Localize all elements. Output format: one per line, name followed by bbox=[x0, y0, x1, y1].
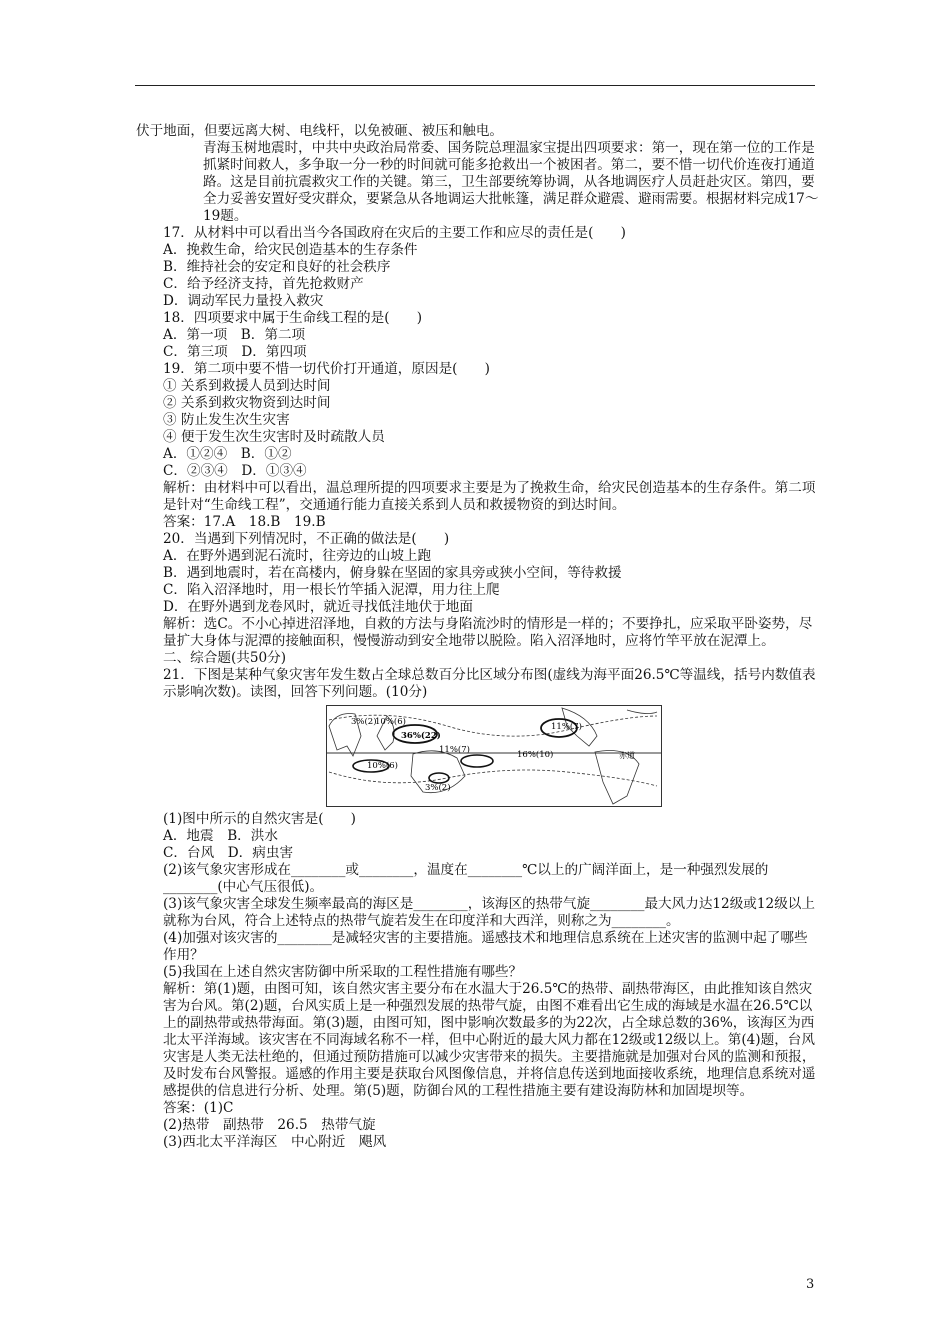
text-line: (2)该气象灾害形成在________或________，温度在________℃以上的广阔洋面上，是一种强烈发展的________(中心气压很低)。 bbox=[163, 862, 769, 895]
equator-label: 赤道 bbox=[619, 751, 635, 760]
map-label-11pct-a: 11%(7) bbox=[551, 722, 582, 732]
text-line: D．在野外遇到龙卷风时，就近寻找低洼地伏于地面 bbox=[163, 599, 473, 615]
map-label-10pct-a: 10%(6) bbox=[375, 717, 406, 727]
text-line: A．地震 B．洪水 bbox=[163, 828, 278, 844]
text-line: (3)该气象灾害全球发生频率最高的海区是________，该海区的热带气旋________最大风力达12级或12级以上就称为台风，符合上述特点的热带气旋若发生在印度洋和大西洋，则称之为________。 bbox=[163, 896, 815, 929]
typhoon-distribution-map bbox=[326, 705, 662, 807]
text-line: A．①②④ B．①② bbox=[163, 446, 292, 462]
map-label-11pct-b: 11%(7) bbox=[439, 745, 470, 755]
map-label-36pct: 36%(22) bbox=[401, 731, 441, 741]
document-body bbox=[136, 123, 820, 1151]
header-rule bbox=[135, 85, 815, 86]
text-line: (5)我国在上述自然灾害防御中所采取的工程性措施有哪些？ bbox=[163, 964, 523, 980]
text-line: (3)西北太平洋海区 中心附近 飓风 bbox=[163, 1134, 387, 1150]
text-block-upper bbox=[136, 123, 820, 701]
text-line: (4)加强对该灾害的________是减轻灾害的主要措施。遥感技术和地理信息系统在上述灾害的监测中起了哪些作用？ bbox=[163, 930, 808, 963]
text-line: C．第三项 D．第四项 bbox=[163, 344, 307, 360]
map-figure bbox=[327, 706, 661, 806]
text-line: ④ 便于发生次生灾害时及时疏散人员 bbox=[163, 429, 385, 445]
text-line: 20．当遇到下列情况时，不正确的做法是( ) bbox=[163, 531, 450, 547]
map-label-3pct-a: 3%(2) bbox=[351, 717, 377, 727]
text-line: C．②③④ D．①③④ bbox=[163, 463, 307, 479]
map-label-10pct-b: 10%(6) bbox=[367, 761, 398, 771]
text-line: B．维持社会的安定和良好的社会秩序 bbox=[163, 259, 391, 275]
text-line: 17．从材料中可以看出当今各国政府在灾后的主要工作和应尽的责任是( ) bbox=[163, 225, 626, 241]
text-line: (2)热带 副热带 26.5 热带气旋 bbox=[163, 1117, 376, 1133]
text-line: A．挽救生命，给灾民创造基本的生存条件 bbox=[163, 242, 418, 258]
text-line: 21．下图是某种气象灾害年发生数占全球总数百分比区域分布图(虚线为海平面26.5℃等温线，括号内数值表示影响次数)。读图，回答下列问题。(10分) bbox=[163, 667, 816, 700]
text-line: ② 关系到救灾物资到达时间 bbox=[163, 395, 331, 411]
text-line: ① 关系到救援人员到达时间 bbox=[163, 378, 331, 394]
text-line: 青海玉树地震时，中共中央政治局常委、国务院总理温家宝提出四项要求：第一，现在第一位的工作是抓紧时间救人，多争取一分一秒的时间就可能多抢救出一个被困者。第二，要不惜一切代价连夜打通道路。这是目前抗震救灾工作的关键。第三，卫生部要统筹协调，从各地调医疗人员赶赴灾区。第四，要全力妥善安置好受灾群众，要紧急从各地调运大批帐篷，满足群众避震、避雨需要。根据材料完成17～19题。 bbox=[203, 140, 819, 224]
text-line: 答案：(1)C bbox=[163, 1100, 234, 1116]
text-line: A．第一项 B．第二项 bbox=[163, 327, 306, 343]
text-line: (1)图中所示的自然灾害是( ) bbox=[163, 811, 356, 827]
map-label-16pct: 16%(10) bbox=[517, 750, 554, 760]
text-line: 二、综合题(共50分) bbox=[163, 650, 287, 666]
text-line: 伏于地面，但要远离大树、电线杆，以免被砸、被压和触电。 bbox=[136, 123, 504, 139]
text-line: D．调动军民力量投入救灾 bbox=[163, 293, 324, 309]
text-line: 解析：由材料中可以看出，温总理所提的四项要求主要是为了挽救生命，给灾民创造基本的生存条件。第二项是针对“生命线工程”，交通通行能力直接关系到人员和救援物资的到达时间。 bbox=[163, 480, 816, 513]
map-label-3pct-b: 3%(2) bbox=[425, 783, 451, 793]
text-line: A．在野外遇到泥石流时，往旁边的山坡上跑 bbox=[163, 548, 432, 564]
page-number: 3 bbox=[806, 1277, 815, 1292]
text-line: C．给予经济支持，首先抢救财产 bbox=[163, 276, 364, 292]
text-line: 解析：第(1)题，由图可知，该自然灾害主要分布在水温大于26.5℃的热带、副热带海区，由此推知该自然灾害为台风。第(2)题，台风实质上是一种强烈发展的热带气旋，由图不难看出它生成的海域是水温在26.5℃以上的副热带或热带海面。第(3)题，由图可知，图中影响次数最多的为22次，占全球总数的36%，该海区为西北太平洋海域。该灾害在不同海域名称不一样，但中心附近的最大风力都在12级或12级以上。第(4)题，台风灾害是人类无法杜绝的，但通过预防措施可以减少灾害带来的损失。主要措施就是加强对台风的监测和预报，及时发布台风警报。遥感的作用主要是获取台风图像信息，并将信息传送到地面接收系统，地理信息系统对遥感提供的信息进行分析、处理。第(5)题，防御台风的工程性措施主要有建设海防林和加固堤坝等。 bbox=[163, 981, 816, 1099]
text-block-lower bbox=[136, 811, 820, 1151]
text-line: 19．第二项中要不惜一切代价打开通道，原因是( ) bbox=[163, 361, 490, 377]
text-line: C．陷入沼泽地时，用一根长竹竿插入泥潭，用力往上爬 bbox=[163, 582, 500, 598]
text-line: 解析：选C。不小心掉进沼泽地，自救的方法与身陷流沙时的情形是一样的；不要挣扎，应采取平卧姿势，尽量扩大身体与泥潭的接触面积，慢慢游动到安全地带以脱险。陷入沼泽地时，应将竹竿平放在泥潭上。 bbox=[163, 616, 813, 649]
text-line: 答案：17.A 18.B 19.B bbox=[163, 514, 326, 530]
text-line: C．台风 D．病虫害 bbox=[163, 845, 294, 861]
text-line: 18．四项要求中属于生命线工程的是( ) bbox=[163, 310, 422, 326]
text-line: ③ 防止发生次生灾害 bbox=[163, 412, 290, 428]
text-line: B．遇到地震时，若在高楼内，俯身躲在坚固的家具旁或狭小空间，等待救援 bbox=[163, 565, 622, 581]
